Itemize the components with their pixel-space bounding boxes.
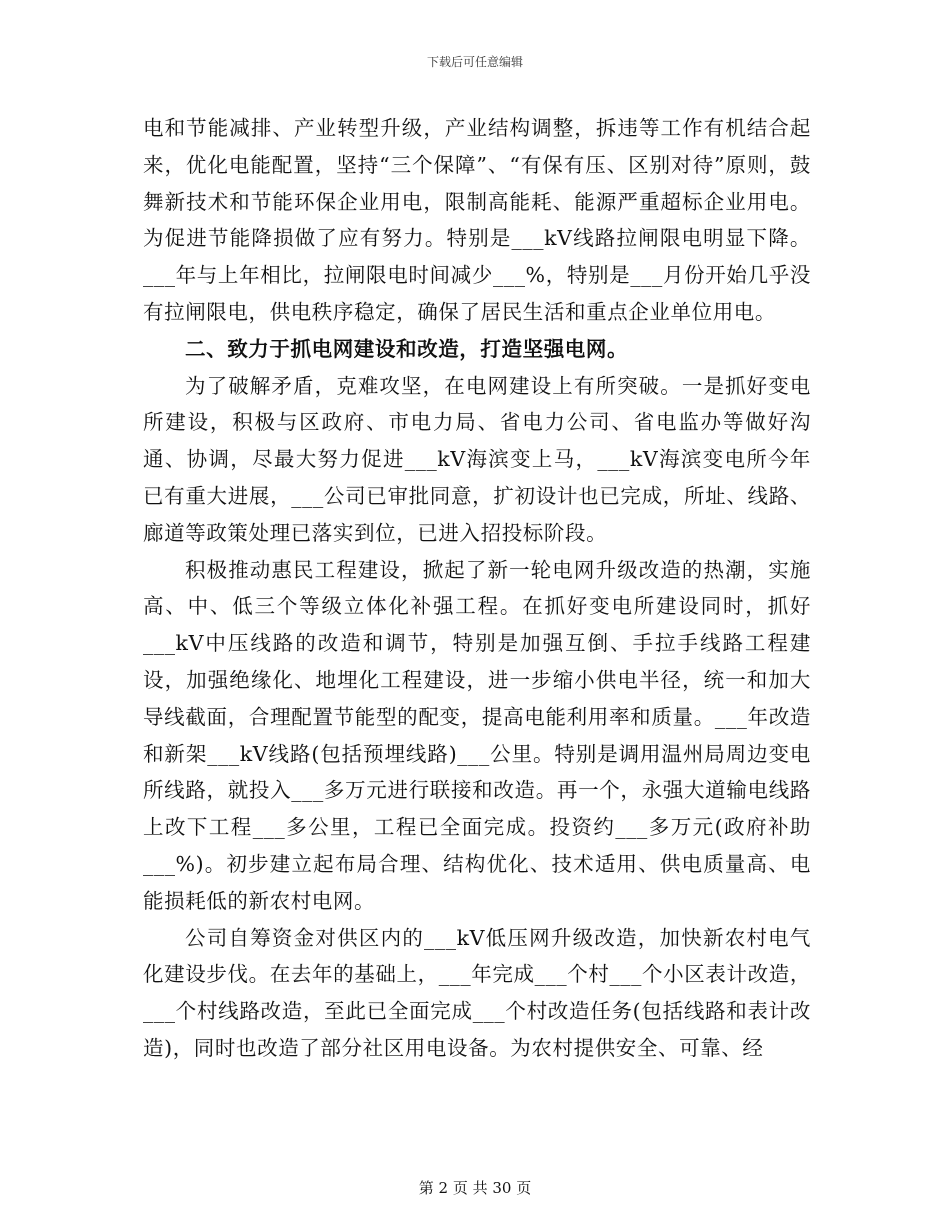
paragraph-low-voltage: 公司自筹资金对供区内的___kV低压网升级改造，加快新农村电气化建设步伐。在去年的基础上，___年完成___个村___个小区表计改造，___个村线路改造，至此已全面完成___个村改造任务(包括线路和表计改造)，同时也改造了部分社区用电设备。为农村提供安全、可靠、经 [143, 925, 811, 1060]
paragraph-substation: 为了破解矛盾，克难攻坚，在电网建设上有所突破。一是抓好变电所建设，积极与区政府、市电力局、省电力公司、省电监办等做好沟通、协调，尽最大努力促进___kV海滨变上马，___kV海滨变电所今年已有重大进展，___公司已审批同意，扩初设计也已完成，所址、线路、廊道等政策处理已落实到位，已进入招投标阶段。 [143, 373, 811, 545]
paragraph-grid-upgrade: 积极推动惠民工程建设，掀起了新一轮电网升级改造的热潮，实施高、中、低三个等级立体化补强工程。在抓好变电所建设同时，抓好___kV中压线路的改造和调节，特别是加强互倒、手拉手线路工程建设，加强绝缘化、地埋化工程建设，进一步缩小供电半径，统一和加大导线截面，合理配置节能型的配变，提高电能利用率和质量。___年改造和新架___kV线路(包括预埋线路)___公里。特别是调用温州局周边变电所线路，就投入___多万元进行联接和改造。再一个，永强大道输电线路上改下工程___多公里，工程已全面完成。投资约___多万元(政府补助___%)。初步建立起布局合理、结构优化、技术适用、供电质量高、电能损耗低的新农村电网。 [143, 557, 811, 913]
document-body [143, 110, 811, 1067]
page-number-footer: 第 2 页 共 30 页 [418, 1179, 532, 1197]
page-header: 下载后可任意编辑 [426, 55, 523, 69]
paragraph-continuation: 电和节能减排、产业转型升级，产业结构调整，拆违等工作有机结合起来，优化电能配置，坚持“三个保障”、“有保有压、区别对待”原则，鼓舞新技术和节能环保企业用电，限制高能耗、能源严重超标企业用电。为促进节能降损做了应有努力。特别是___kV线路拉闸限电明显下降。___年与上年相比，拉闸限电时间减少___%，特别是___月份开始几乎没有拉闸限电，供电秩序稳定，确保了居民生活和重点企业单位用电。 [143, 116, 811, 324]
section-heading: 二、致力于抓电网建设和改造，打造坚强电网。 [185, 336, 629, 361]
